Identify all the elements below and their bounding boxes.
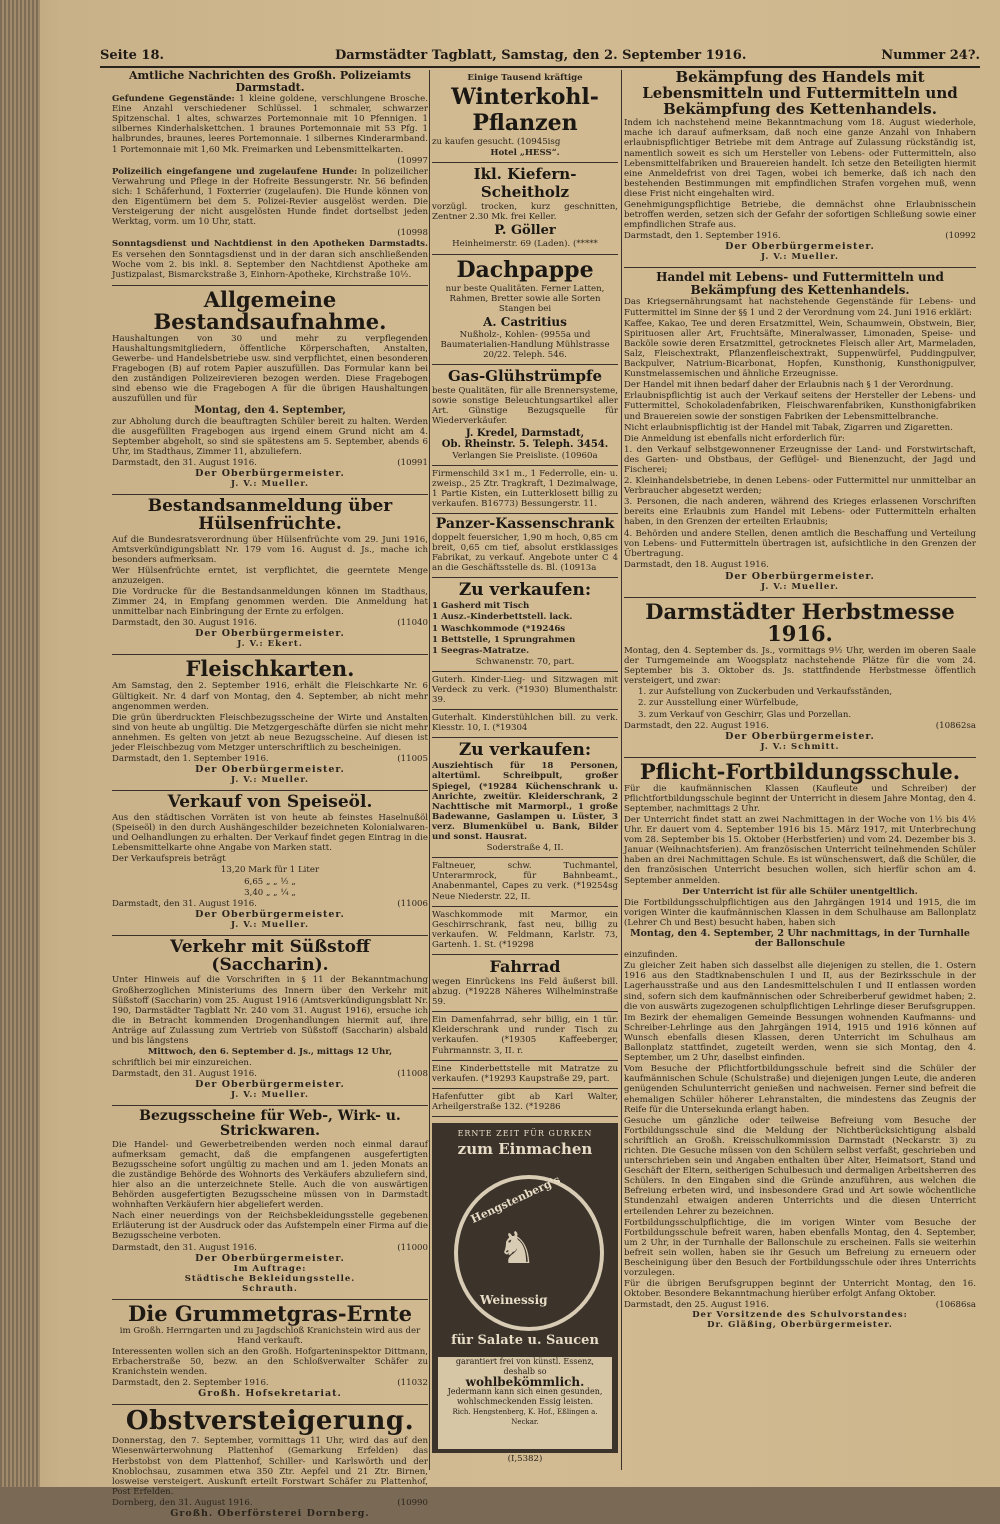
legumes-sig2: J. V.: Ekert. <box>237 639 303 650</box>
fruit-title: Obstversteigerung. <box>125 1406 415 1437</box>
trade-sig2: J. V.: Mueller. <box>761 252 839 263</box>
fair-sig2: J. V.: Schmitt. <box>760 741 840 752</box>
saccharin-num: (11008 <box>397 1069 428 1080</box>
saccharin-place: Darmstadt, den 31. August 1916. <box>112 1069 257 1080</box>
oil-price1: 13,20 Mark für 1 Liter <box>220 865 320 876</box>
found-text: 1 kleine goldene, verschlungene Brosche. Eine Anzahl verschiedener Schlüssel. 1 schmaler, schwarzer Spitzenschal. 1 altes, schwarzes Portemonnaie mit 10 Pfennigen. 1 silbernes Kinderhalskettchen. 1 braunes Portemonnaie mit 53 Pfg. 1 halbrundes, braunes, leeres Portemonnaie. 1 silbernes Kinderarmband. 1 Portemonnaie mit 1,60 Mk. Freimarken und Lebensmittelkarten. <box>112 94 428 155</box>
meat-text1: Am Samstag, den 2. September 1916, erhält die Fleischkarte Nr. 6 Gültigkeit. Nr. 4 darf von Montag, den 4. September, ab nicht mehr angenommen werden. <box>112 681 428 712</box>
legumes-text2: Wer Hülsenfrüchte erntet, ist verpflichtet, die geerntete Menge anzuzeigen. <box>112 565 428 587</box>
legumes-sig: Der Oberbürgermeister. <box>195 628 345 640</box>
trade2-text1: Das Kriegsernährungsamt hat nachstehende Gegenstände für Lebens- und Futtermittel im Sinne der §§ 1 und 2 der Verordnung vom 24. Juni 1916 erklärt: <box>624 297 976 318</box>
census-text2: zur Abholung durch die beauftragten Schüler bereit zu halten. Werden die ausgefüllten Fragebogen aus irgend einem Grund nicht am 4. September abgeholt, so sind sie spätestens am 5. September, abends 6 Uhr, im Stadthaus, Zimmer 11, abzuliefern. <box>112 416 428 457</box>
fair-place: Darmstadt, den 22. August 1916. <box>624 720 769 731</box>
fruit-num: (10990 <box>397 1497 428 1508</box>
trade2-title: Handel mit Lebens- und Futtermitteln und Bekämpfung des Kettenhandels. <box>656 270 944 297</box>
school-text7: Im Bezirk der ehemaligen Gemeinde Bessungen wohnenden Kaufmanns- und Schreiber-Lehrlinge aus den Jahrgängen 1914, 1915 und 1916 können auf Wunsch ebenfalls diesen Klassen, deren Unterricht im Schulhaus am Ballonplatz stattfindet, zugeteilt werden, wenn sie sich Montag, den 4. September, um 2 Uhr, daselbst einfinden. <box>624 1012 976 1064</box>
dogs-heading: Polizeilich eingefangene und zugelaufene Hunde: <box>112 166 358 177</box>
divider <box>624 267 976 268</box>
fair-item: 3. zum Verkauf von Geschirr, Glas und Porzellan. <box>638 709 852 720</box>
heng-t3: für Salate u. Saucen <box>451 1333 599 1348</box>
roofing-text2: Nußholz-, Kohlen- (9955a und Baumaterialien-Handlung Mühlstrasse 20/22. Teleph. 546. <box>440 329 610 361</box>
right-column <box>624 70 976 1335</box>
mantles-addr: Ob. Rheinstr. 5. Teleph. 3454. <box>441 438 609 450</box>
aftermath-notice <box>112 1300 428 1400</box>
school-text4: Die Fortbildungsschulpflichtigen aus den Jahrgängen 1914 und 1915, die im vorigen Winter die kaufmännischen Klassen in dem Schulhause am Ballonplatz (Lehrer Ch und Best) besucht haben, haben sich <box>624 897 976 928</box>
school-text6: Zu gleicher Zeit haben sich dasselbst alle diejenigen zu stellen, die 1. Ostern 1916 aus den Stadtknabenschulen I und II, aus der Bezirksschule in der Lagerhausstraße und aus den Landesmittelschulen I und II entlassen worden sind, sofern sich dem kaufmännischen oder Schreiberberuf gewidmet haben; 2. die von auswärts zugezogenen schulpflichtigen Lehrlinge dieser Berufsgruppen. <box>624 961 976 1012</box>
wood-addr: Heinheimerstr. 69 (Laden). (***** <box>452 239 598 250</box>
oil-sig: Der Oberbürgermeister. <box>195 908 345 920</box>
sale2-title: Zu verkaufen: <box>458 740 592 761</box>
heng-b1: garantiert frei von künstl. Essenz, <box>455 1357 595 1366</box>
heng-b2: deshalb so <box>503 1367 547 1376</box>
school-text10: Fortbildungsschulpflichtige, die im vorigen Winter vom Besuche der Fortbildungsschule befreit waren, haben ebenfalls Montag, den 4. September, um 2 Uhr, in der Turnhalle der Ballonschule zu erscheinen. Falls sie weiterhin befreit sein wollen, haben sie ihr Gesuch um Befreiung zu erneuern oder Bescheinigung über den Besuch der Fortbildungsschule oder ihres Unterrichts vorzulegen. <box>624 1217 976 1279</box>
legumes-title: Bestandsanmeldung über Hülsenfrüchte. <box>147 496 393 534</box>
textiles-sig2: Im Auftrage: <box>233 1263 307 1274</box>
fair-sig: Der Oberbürgermeister. <box>725 730 875 742</box>
meat-num: (11005 <box>397 754 428 765</box>
sign-text: Firmenschild 3×1 m., 1 Federrolle, ein- u. zweisp., 25 Ztr. Tragkraft, 1 Dezimalwage, 1 Partie Kisten, ein Lutterklosett billig zu verkaufen. B16773) Bessungerstr. 11. <box>432 468 618 509</box>
oil-text1: Aus den städtischen Vorräten ist von heute ab feinstes Haselnußöl (Speiseöl) in den durch Aushängeschilder bezeichneten Kolonialwaren- und Oelhandlungen zu erhalten. Der Verkauf findet gegen Eintrag in die Lebensmittelkarte ohne Angabe von Marken statt. <box>112 812 428 854</box>
sale1-title: Zu verkaufen: <box>458 580 592 601</box>
heng-b5: Rich. Hengstenberg, K. Hof., Eßlingen a. Neckar. <box>452 1408 598 1426</box>
cabbage-top: Einige Tausend kräftige <box>467 73 583 83</box>
heng-b4: Jedermann kann sich einen gesunden, wohlschmeckenden Essig leisten. <box>447 1387 603 1406</box>
oil-notice <box>112 794 428 930</box>
oil-price3: 3,40 „ „ ¼ „ <box>244 887 296 898</box>
heng-ring1: Hengstenberg's <box>468 1173 563 1226</box>
fruit-text1: Donnerstag, den 7. September, vormittags 11 Uhr, wird das auf den Wiesenwärterwohnung Plattenhof (Gemarkung Erfelden) das Herbstobst von dem Plattenhof, Schiller- und Karlswörth und der Knoblochsau, zusammen etwa 350 Ztr. Aepfel und 21 Ztr. Birnen, losweise versteigert. Auskunft erteilt Forstwart Schäfer zu Plattenhof, Post Erfelden. <box>112 1436 428 1497</box>
oil-price2: 6,65 „ „ ½ „ <box>244 876 296 887</box>
trade2-text3: Der Handel mit ihnen bedarf daher der Erlaubnis nach § 1 der Verordnung. <box>624 380 954 391</box>
school-sig2: Dr. Gläßing, Oberbürgermeister. <box>707 1320 893 1331</box>
heng-t2: zum Einmachen <box>457 1140 593 1158</box>
heng-ring2: Weinessig <box>480 1293 548 1307</box>
roofing-text: nur beste Qualitäten. Ferner Latten, Rahmen, Bretter sowie alle Sorten Stangen bei <box>445 283 605 314</box>
trade-text1: Indem ich nachstehend meine Bekanntmachung vom 18. August wiederhole, mache ich darauf aufmerksam, daß noch eine ganze Anzahl von Inhabern erlaubnispflichtiger Betriebe mit dem Antrage auf Zulassung rückständig ist, namentlich soweit es sich um Hersteller von Lebens- oder Futtermitteln, also Lebensmittelfabriken und Brauereien handelt. Ich setze den Beteiligten hiermit eine Anmeldefrist von drei Tagen, wobei ich bemerke, daß ich nach den bestehenden Bestimmungen mit empfindlichen Strafen vorgehen muß, wenn diese Frist nicht eingehalten wird. <box>624 118 976 199</box>
saccharin-sig: Der Oberbürgermeister. <box>195 1079 345 1091</box>
ad-sign <box>432 466 618 514</box>
wardrobe-text: Waschkommode mit Marmor, ein Geschirrschrank, fast neu, billig zu verkaufen. W. Feldmann, Karlstr. 73, Gartenh. 1. St. (*19298 <box>432 909 618 950</box>
hengstenberg-ad <box>432 1123 618 1453</box>
found-heading: Gefundene Gegenstände: <box>112 94 235 105</box>
trade-place: Darmstadt, den 1. September 1916. <box>624 231 781 242</box>
left-column <box>112 70 428 1524</box>
census-notice <box>112 286 428 489</box>
sale2-text: Ausziehtisch für 18 Personen, altertüml. Schreibpult, großer Spiegel, (*19284 Küchenschrank u. Anrichte, zweitür. Kleiderschrank, 2 Nachttische mit Marmorpl., 1 große Badewanne, Gaslampen u. Lüster, 3 verz. Blumenkübel u. Bank, Bilder und sonst. Hausrat. <box>432 761 618 843</box>
ad-safe <box>432 514 618 578</box>
ad-cot <box>432 1061 618 1089</box>
ad-cabbage <box>432 70 618 163</box>
trade2-text4: Erlaubnispflichtig ist auch der Verkauf seitens der Hersteller der Lebens- und Futtermittel, Schokoladenfabriken, Fleischwarenfabriken, Kunsthonigfabriken und Brauereien sowie der sonstigen Fabriken der Lebensmittelbranche. <box>624 391 976 422</box>
legumes-text1: Auf die Bundesratsverordnung über Hülsenfrüchte vom 29. Juni 1916, Amtsverkündigungsblatt Nr. 179 vom 16. August d. Js., mache ich besonders aufmerksam. <box>112 534 428 565</box>
fair-notice <box>624 598 976 752</box>
trade2-notice <box>624 271 976 592</box>
mantles-tail: Verlangen Sie Preisliste. (10960a <box>452 450 598 461</box>
textiles-notice <box>112 1109 428 1293</box>
fruit-sig: Großh. Oberförsterei Dornberg. <box>170 1507 370 1519</box>
legumes-text3: Die Vordrucke für die Bestandsanmeldungen können im Stadthaus, Zimmer 24, in Empfang genommen werden. Die Anmeldung hat unmittelbar nach Einbringung der Ernte zu erfolgen. <box>112 587 428 618</box>
school-num: (10686sa <box>935 1300 976 1311</box>
school-text9: Gesuche um gänzliche oder teilweise Befreiung vom Besuche der Fortbildungsschule sind die Meldung der Nichtberücksichtigung alsbald schriftlich an Großh. Kreisschulkommission Darmstadt (Neckarstr. 3) zu richten. Die Gesuche müssen von den Schülern selbst verfaßt, geschrieben und unterschrieben sein und Angaben enthalten über Alter, Heimatsort, Stand und Geschäft der Eltern, seitherigen Schulbesuch und dermaligen Arbeitsherren des Schülers. In den Eingaben sind die Gründe anzuführen, aus welchen die Befreiung erbeten wird, und insbesondere Grad und Art sowie wöchentliche Stundenzahl etwaigen anderen Unterrichts und die diesen Unterricht erteilenden Lehrer zu bezeichnen. <box>624 1115 976 1217</box>
saccharin-sig2: J. V.: Mueller. <box>231 1090 309 1101</box>
cabbage-title1: Winterkohl- <box>451 84 599 111</box>
divider <box>112 790 428 791</box>
census-sig2: J. V.: Mueller. <box>231 479 309 489</box>
divider <box>112 654 428 655</box>
trade-num: (10992 <box>945 231 976 242</box>
textiles-place: Darmstadt, den 31. August 1916. <box>112 1242 257 1253</box>
oil-title: Verkauf von Speiseöl. <box>167 792 373 813</box>
cabbage-hotel: Hotel „HESS“. <box>490 148 560 159</box>
meat-place: Darmstadt, den 1. September 1916. <box>112 754 269 765</box>
trade-sig: Der Oberbürgermeister. <box>725 241 875 253</box>
trade2-text5: Nicht erlaubnispflichtig ist der Handel mit Tabak, Zigarren und Zigaretten. <box>624 422 953 433</box>
dogs-text: In polizeilicher Verwahrung und Pflege in der Hofreite Bessungerstr. Nr. 56 befinden sich: 1 Schäferhund, 1 Foxterrier (zugelaufen). Die Hunde können von den Eigentümern bei dem 5. Polizei-Revier ausgelöst werden. Die Versteigerung der nicht ausgelösten Hunde findet dortselbst jeden Werktag, vorm. um 10 Uhr, statt. <box>112 166 428 228</box>
aftermath-sig: Großh. Hofsekretariat. <box>198 1388 342 1400</box>
pharm-text: Es versehen den Sonntagsdienst und in der daran sich anschließenden Woche vom 2. bis inkl. 8. September den Nachtdienst Apotheke am Justizpalast, Bismarckstraße 3, Einhorn-Apotheke, Kirchstraße 10½. <box>112 249 428 280</box>
census-text1: Haushaltungen von 30 und mehr zu verpflegenden Haushaltungsmitgliedern, öffentliche Körperschaften, Anstalten, Gewerbe- und Handelsbetriebe usw. sind verpflichtet, einen besonderen Fragebogen (B) auf rotem Papier auszufüllen. Das Formular kann bei den zuständigen Polizeirevieren bezogen werden. Diese Fragebogen sind ebenso wie die Fragebogen A für die übrigen Haushaltungen auszufüllen und für <box>112 333 428 405</box>
school-notice <box>624 758 976 1331</box>
textiles-sig4: Schrauth. <box>242 1283 298 1294</box>
mantles-title: Gas-Glühstrümpfe <box>447 367 603 386</box>
heng-b3: wohlbekömmlich. <box>465 1375 585 1389</box>
meat-title: Fleischkarten. <box>185 656 355 682</box>
textiles-num: (11000 <box>397 1242 428 1253</box>
safe-title: Panzer-Kassenschrank <box>435 515 615 532</box>
roofing-name: A. Castritius <box>483 314 567 329</box>
divider <box>112 494 428 495</box>
trade2-item: 2. Kleinhandelsbetriebe, in denen Lebens- oder Futtermittel nur unmittelbar an Verbraucher abgesetzt werden; <box>624 476 976 497</box>
cot-text: Eine Kinderbettstelle mit Matratze zu verkaufen. (*19293 Kaupstraße 29, part. <box>432 1063 618 1084</box>
fair-num: (10862sa <box>935 720 976 731</box>
ad-sale2 <box>432 738 618 858</box>
ladybike-text: Ein Damenfahrrad, sehr billig, ein 1 tür. Kleiderschrank und runder Tisch zu verkaufen. (*19305 Kaffeeberger, Fuhrmannstr. 3, II. r. <box>432 1015 618 1056</box>
legumes-place: Darmstadt, den 30. August 1916. <box>112 618 257 629</box>
trade-notice <box>624 70 976 262</box>
pharm-heading: Sonntagsdienst und Nachtdienst in den Apotheken Darmstadts. <box>112 239 428 250</box>
sale1-item: 1 Gasherd mit Tisch <box>432 601 530 612</box>
meat-text2: Die grün überdruckten Fleischbezugsscheine der Wirte und Anstalten sind von heute ab ungültig. Die Metzgergeschäfte dürfen sie nicht mehr annehmen. Es gelten von jetzt ab neue Bezugsscheine. Auf diesen ist jeder Fleischbezug vom Metzger unterschriftlich zu bescheinigen. <box>112 712 428 754</box>
divider <box>112 935 428 936</box>
ad-wood <box>432 163 618 254</box>
masthead: Darmstädter Tagblatt, Samstag, den 2. September 1916. <box>335 48 747 63</box>
textiles-text1: Die Handel- und Gewerbetreibenden werden noch einmal darauf aufmerksam gemacht, daß die empfangenen ausgefertigten Bezugsscheine sofort ungültig zu machen und am 1. jeden Monats an die zuständige Behörde des Wohnorts des Verkäufers abzuliefern sind, hier also an die unterzeichnete Stelle. Auch die von auswärtigen Behörden ausgefertigten Bezugsscheine müssen von in Darmstadt wohnhaften Verkäufern hier abgeliefert werden. <box>112 1139 428 1211</box>
ad-ladybike <box>432 1012 618 1060</box>
column-divider <box>429 70 430 1470</box>
mantles-name: J. Kredel, Darmstadt, <box>465 427 585 439</box>
divider <box>624 597 976 598</box>
cabbage-text: zu kaufen gesucht. (10945isg <box>432 137 561 148</box>
trade-text2: Genehmigungspflichtige Betriebe, die demnächst ohne Erlaubnisschein betroffen werden, setzen sich der Gefahr der sofortigen Schließung sowie einer empfindlichen Strafe aus. <box>624 200 976 231</box>
heng-box <box>438 1357 612 1449</box>
aftermath-text2: Interessenten wollen sich an den Großh. Hofgarteninspektor Dittmann, Erbacherstraße 50, bezw. an den Schloßverwalter Schäfer zu Kranichstein wenden. <box>112 1346 428 1377</box>
meat-sig2: J. V.: Mueller. <box>231 775 309 786</box>
oil-num: (11006 <box>397 898 428 909</box>
police-notice <box>112 70 428 280</box>
school-text3: Der Unterricht ist für alle Schüler unentgeltlich. <box>682 886 918 897</box>
trade2-item: 4. Behörden und andere Stellen, denen amtlich die Beschaffung und Verteilung von Lebens- und Futtermitteln übertragen ist, aufsichtliche in den Grenzen der Übertragung. <box>624 528 976 559</box>
census-num: (10991 <box>397 458 428 468</box>
divider <box>112 1299 428 1300</box>
ad-bike <box>432 955 618 1012</box>
sale1-item: 1 Bettstelle, 1 Sprungrahmen <box>432 634 576 645</box>
oil-place: Darmstadt, den 31. August 1916. <box>112 898 257 909</box>
horse-icon: ♞ <box>497 1223 537 1274</box>
middle-column <box>432 70 618 1465</box>
fruit-place: Dornberg, den 31. August 1916. <box>112 1497 253 1508</box>
textiles-text2: Nach einer neuerdings von der Reichsbekleidungsstelle gegebenen Erläuterung ist der Ausdruck oder das Aufstempeln einer Firma auf die Bezugsscheine verboten. <box>112 1211 428 1242</box>
ad-coat <box>432 858 618 906</box>
trade2-place: Darmstadt, den 18. August 1916. <box>624 559 769 570</box>
ad-mantles <box>432 365 618 465</box>
saccharin-text1: Unter Hinweis auf die Vorschriften in § 11 der Bekanntmachung Großherzoglichen Ministeriums des Innern über den Verkehr mit Süßstoff (Saccharin) vom 25. August 1916 (Amtsverkündigungsblatt Nr. 190, Darmstädter Tagblatt Nr. 240 vom 31. August 1916), ersuche ich die in Betracht kommenden Drogenhandlungen hiermit auf, ihre Anträge auf Zulassung zum Vertrieb von Süßstoff (Saccharin) alsbald und bis längstens <box>112 975 428 1046</box>
wood-name: P. Göller <box>494 223 556 239</box>
roofing-title: Dachpappe <box>456 256 594 283</box>
sale1-addr: Schwanenstr. 70, part. <box>475 656 575 667</box>
census-place: Darmstadt, den 31. August 1916. <box>112 458 257 468</box>
aftermath-num: (11032 <box>397 1378 428 1389</box>
heng-t1: ERNTE ZEIT FÜR GURKEN <box>457 1129 593 1138</box>
fair-item: 2. zur Ausstellung einer Würfelbude, <box>638 698 799 709</box>
fair-text1: Montag, den 4. September ds. Js., vormittags 9½ Uhr, werden im oberen Saale der Turngemeinde am Woogsplatz nachstehende Plätze für die vom 24. September bis 3. Oktober ds. Js. stattfindende Herbstmesse öffentlich versteigert, und zwar: <box>624 646 976 687</box>
wood-text: vorzügl. trocken, kurz geschnitten, Zentner 2.30 Mk. frei Keller. <box>432 202 618 223</box>
highchair-text: Guterhalt. Kinderstühlchen bill. zu verk. Kiesstr. 10, I. (*19304 <box>432 713 618 734</box>
dogs-num: (10998 <box>397 228 428 239</box>
census-title: Allgemeine Bestandsaufnahme. <box>153 286 387 334</box>
trade2-sig2: J. V.: Mueller. <box>761 581 839 592</box>
sale1-item: 1 Waschkommode (*19246s <box>432 623 566 634</box>
wood-title: Ikl. Kiefern-Scheitholz <box>473 165 577 202</box>
saccharin-notice <box>112 936 428 1101</box>
legumes-num: (11040 <box>397 618 428 629</box>
saccharin-title: Verkehr mit Süßstoff (Saccharin). <box>170 936 370 975</box>
census-sig: Der Oberbürgermeister. <box>195 468 345 479</box>
cabbage-title2: Pflanzen <box>472 110 578 137</box>
page-number: Seite 18. <box>100 48 165 63</box>
ad-pram <box>432 672 618 710</box>
sale2-addr: Soderstraße 4, II. <box>486 843 564 854</box>
textiles-sig: Der Oberbürgermeister. <box>195 1252 345 1264</box>
fair-item: 1. zur Aufstellung von Zuckerbuden und Verkaufsständen, <box>638 687 893 698</box>
school-text11: Für die übrigen Berufsgruppen beginnt der Unterricht Montag, den 16. Oktober. Besondere Bekanntmachung hierüber erfolgt Anfang Oktober. <box>624 1279 976 1300</box>
fruit-notice <box>112 1408 428 1519</box>
oil-price-intro: Der Verkaufspreis beträgt <box>112 854 226 865</box>
trade2-item: 3. Personen, die nach anderen, während des Krieges erlassenen Vorschriften bereits eine Erlaubnis zum Handel mit Lebens- oder Futtermitteln erhalten haben, in den Grenzen der erteilten Erlaubnis; <box>624 497 976 528</box>
fair-title: Darmstädter Herbstmesse 1916. <box>645 598 955 646</box>
school-text2: Der Unterricht findet statt an zwei Nachmittagen in der Woche von 1½ bis 4½ Uhr. Er dauert vom 4. September 1916 bis 15. März 1917, mit Unterbrechung vom 28. September bis 15. Oktober (Herbstferien) und vom 24. Dezember bis 3. Januar (Weihnachtsferien). Am französischen Unterricht teilnehmenden Schüler haben an drei Nachmittagen Schule. Es ist wünschenswert, daß die Schüler, die den französischen Unterricht besuchen wollen, sich hierfür schon am 4. September anmelden. <box>624 814 976 886</box>
coat-text: Faltneuer, schw. Tuchmantel, Unterarmrock, für Bahnbeamt., Anabenmantel, Capes zu verk. (*19254sg Neue Niederstr. 22, II. <box>432 861 618 902</box>
legumes-notice <box>112 498 428 649</box>
oats-text: Hafenfutter gibt ab Karl Walter, Arheilgerstraße 132. (*19286 <box>432 1091 618 1112</box>
trade2-text2: Kaffee, Kakao, Tee und deren Ersatzmittel, Wein, Schaumwein, Obstwein, Bier, Spirituosen aller Art, Fruchtsäfte, Mineralwasser, Limonaden, Speise- und Backöle sowie deren Ersatzmittel, getrocknetes Fleisch aller Art, Marmeladen, Salz, Fleischextrakt, Pflanzenfleischextrakt, Suppenwürfel, Puddingpulver, Backpulver, Natrium-Bicarbonat, Hopfen, Kunsthonig, Kunsthonigpulver, Kunstmelassemischen und ähnliche Erzeugnisse. <box>624 318 976 380</box>
aftermath-text1: im Großh. Herrngarten und zu Jagdschloß Kranichstein wird aus der Hand verkauft. <box>119 1325 421 1346</box>
aftermath-place: Darmstadt, den 2. September 1916. <box>112 1378 269 1389</box>
meat-sig: Der Oberbürgermeister. <box>195 764 345 776</box>
found-num: (10997 <box>397 155 428 166</box>
ad-wardrobe <box>432 907 618 955</box>
sale1-item: 1 Seegras-Matratze. <box>432 645 530 656</box>
police-title: Amtliche Nachrichten des Großh. Polizeiamts Darmstadt. <box>129 69 411 94</box>
ad-roofing <box>432 255 618 366</box>
divider <box>112 1105 428 1106</box>
bike-title: Fahrrad <box>489 956 561 976</box>
school-text5: einzufinden. <box>624 950 678 961</box>
divider <box>624 757 976 758</box>
trade-title: Bekämpfung des Handels mit Lebensmitteln und Futtermitteln und Bekämpfung des Kettenhandels. <box>642 68 958 118</box>
saccharin-text2: schriftlich bei mir einzureichen. <box>112 1058 252 1069</box>
divider <box>112 1404 428 1405</box>
mantles-text: beste Qualitäten, für alle Brennersysteme, sowie sonstige Beleuchtungsartikel aller Art. Günstige Bezugsquelle für Wiederverkäufer. <box>432 386 618 427</box>
bike-text: wegen Einrückens ins Feld äußerst bill. abzug. (*19228 Näheres Wilhelminstraße 59. <box>432 976 618 1008</box>
school-place: Darmstadt, den 25. August 1916. <box>624 1300 769 1311</box>
school-title: Pflicht-Fortbildungsschule. <box>639 758 961 784</box>
sale1-item: 1 Ausz.-Kinderbettstell. lack. <box>432 612 573 623</box>
aftermath-title: Die Grummetgras-Ernte <box>128 1300 412 1326</box>
school-text1: Für die kaufmännischen Klassen (Kaufleute und Schreiber) der Pflichtfortbildungsschule beginnt der Unterricht in diesem Jahre Montag, den 4. September, nachmittags 2 Uhr. <box>624 783 976 814</box>
safe-text: doppelt feuersicher, 1,90 m hoch, 0,85 cm breit, 0,65 cm tief, absolut erstklassiges Fabrikat, zu verkauf. Angebote unter C 4 an die Geschäftsstelle ds. Bl. (10913a <box>432 532 618 574</box>
trade2-item: 1. den Verkauf selbstgewonnener Erzeugnisse der Land- und Forstwirtschaft, des Garten- und Obstbaus, der Geflügel- und Bienenzucht, der Jagd und Fischerei; <box>624 444 976 475</box>
pram-text: Guterh. Kinder-Lieg- und Sitzwagen mit Verdeck zu verk. (*1930) Blumenthalstr. 39. <box>432 674 618 706</box>
census-date: Montag, den 4. September, <box>194 404 346 416</box>
trade2-sig: Der Oberbürgermeister. <box>725 570 875 582</box>
trade2-text6: Die Anmeldung ist ebenfalls nicht erforderlich für: <box>624 433 845 444</box>
meat-notice <box>112 658 428 785</box>
school-sig: Der Vorsitzende des Schulvorstandes: <box>692 1310 908 1321</box>
school-text8: Vom Besuche der Pflichtfortbildungsschule befreit sind die Schüler der kaufmännischen Schule (Schulstraße) und diejenigen jungen Leute, die anderen genügenden Schulunterricht genießen und nachweisen. Ferner sind befreit die ehemaligen Schüler höherer Lehranstalten, die mindestens das Zeugnis der Reife für die Untersekunda erlangt haben. <box>624 1064 976 1115</box>
heng-num: (I,5382) <box>507 1454 543 1464</box>
ad-highchair <box>432 710 618 738</box>
stacked-page-edges <box>0 0 40 1487</box>
column-divider <box>621 70 622 1470</box>
divider <box>112 285 428 286</box>
ad-oats <box>432 1089 618 1117</box>
textiles-title: Bezugsscheine für Web-, Wirk- u. Strickwaren. <box>139 1108 401 1139</box>
oil-sig2: J. V.: Mueller. <box>231 919 309 930</box>
school-date: Montag, den 4. September, 2 Uhr nachmittags, in der Turnhalle der Ballonschule <box>630 928 970 950</box>
ad-sale1 <box>432 578 618 672</box>
textiles-sig3: Städtische Bekleidungsstelle. <box>184 1273 356 1284</box>
saccharin-date: Mittwoch, den 6. September d. Js., mittags 12 Uhr, <box>147 1047 393 1058</box>
issue-number: Nummer 24?. <box>881 48 980 63</box>
